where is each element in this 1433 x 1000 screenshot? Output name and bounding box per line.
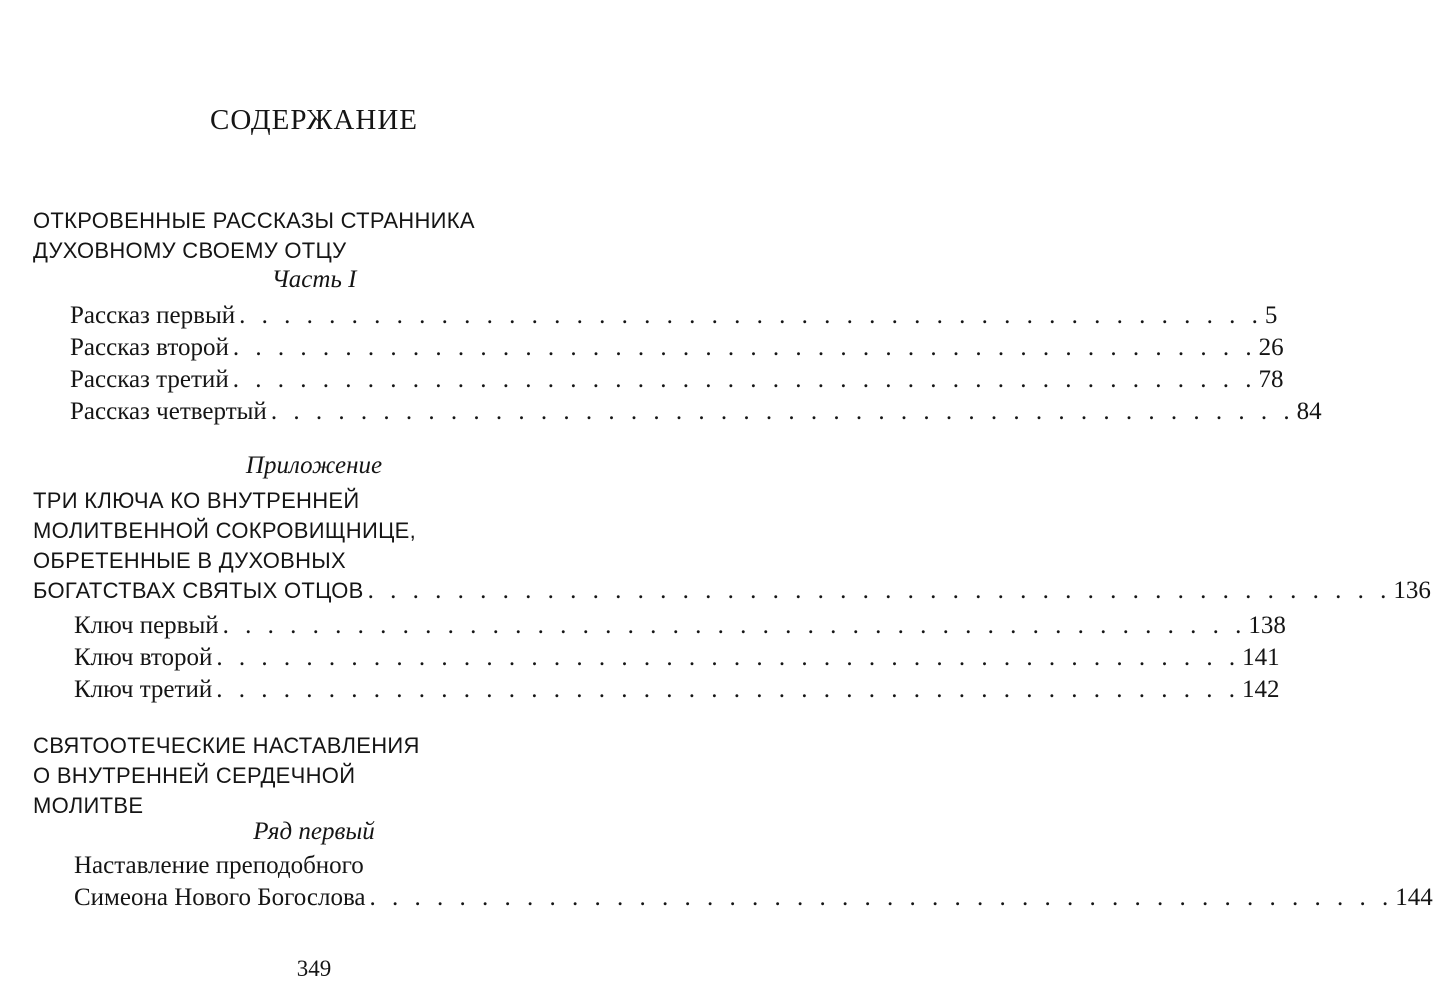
- toc-entry[interactable]: [74, 612, 1286, 640]
- leader-dots: . . . . . . . . . . . . . . . . . . . . . . . . . . . . . . . . . . . . . . . . . . . . . .: [367, 577, 1392, 604]
- section2-heading-line-1: ТРИ КЛЮЧА КО ВНУТРЕННЕЙ: [33, 488, 360, 513]
- toc-entry-label: БОГАТСТВАХ СВЯТЫХ ОТЦОВ: [33, 578, 364, 603]
- toc-entry-page: 144: [1395, 884, 1433, 911]
- section3-subtitle: Ряд первый: [253, 818, 375, 845]
- toc-entry-label: Рассказ четвертый: [70, 398, 267, 425]
- section3-heading-line-2: О ВНУТРЕННЕЙ СЕРДЕЧНОЙ: [33, 763, 356, 788]
- toc-entry-page: 138: [1248, 612, 1286, 639]
- toc-entry-page: 78: [1258, 366, 1284, 393]
- leader-dots: . . . . . . . . . . . . . . . . . . . . . . . . . . . . . . . . . . . . . . . . . . . . . .: [369, 884, 1394, 911]
- toc-entry-first-line: Наставление преподобного: [74, 852, 364, 879]
- leader-dots: . . . . . . . . . . . . . . . . . . . . . . . . . . . . . . . . . . . . . . . . . . . . . .: [270, 398, 1295, 425]
- section3-heading-line-1: СВЯТООТЕЧЕСКИЕ НАСТАВЛЕНИЯ: [33, 733, 420, 758]
- toc-entry-page: 84: [1296, 398, 1322, 425]
- section1-heading-line-1: ОТКРОВЕННЫЕ РАССКАЗЫ СТРАННИКА: [33, 208, 475, 233]
- toc-entry-label: Рассказ второй: [70, 334, 229, 361]
- toc-entry-page: 142: [1241, 676, 1280, 703]
- toc-entry[interactable]: [70, 334, 1284, 362]
- toc-entry-section2[interactable]: [33, 577, 1431, 605]
- toc-entry-label: Рассказ первый: [70, 302, 236, 329]
- toc-entry-label: Ключ третий: [74, 676, 213, 703]
- section2-heading-line-2: МОЛИТВЕННОЙ СОКРОВИЩНИЦЕ,: [33, 518, 417, 543]
- toc-entry-page: 136: [1393, 577, 1431, 604]
- toc-entry-label: Симеона Нового Богослова: [74, 884, 366, 911]
- page-number: 349: [296, 956, 332, 981]
- toc-entry[interactable]: [70, 398, 1322, 426]
- page-title: СОДЕРЖАНИЕ: [210, 104, 418, 136]
- leader-dots: . . . . . . . . . . . . . . . . . . . . . . . . . . . . . . . . . . . . . . . . . . . . . .: [232, 334, 1257, 361]
- leader-dots: . . . . . . . . . . . . . . . . . . . . . . . . . . . . . . . . . . . . . . . . . . . . . .: [239, 302, 1263, 329]
- toc-entry[interactable]: [70, 302, 1278, 330]
- toc-entry[interactable]: [74, 644, 1280, 672]
- toc-entry[interactable]: [74, 676, 1280, 704]
- leader-dots: . . . . . . . . . . . . . . . . . . . . . . . . . . . . . . . . . . . . . . . . . . . . . .: [222, 612, 1247, 639]
- toc-entry-page: 141: [1242, 644, 1280, 671]
- section1-heading-line-2: ДУХОВНОМУ СВОЕМУ ОТЦУ: [33, 238, 347, 263]
- section1-part-title: Часть I: [271, 266, 357, 293]
- section3-heading-line-3: МОЛИТВЕ: [33, 793, 144, 818]
- toc-entry-page: 5: [1264, 302, 1278, 329]
- leader-dots: . . . . . . . . . . . . . . . . . . . . . . . . . . . . . . . . . . . . . . . . . . . . . .: [232, 366, 1257, 393]
- toc-entry-page: 26: [1258, 334, 1284, 361]
- toc-entry[interactable]: [74, 884, 1433, 912]
- section2-subtitle: Приложение: [245, 452, 383, 479]
- section2-heading-line-3: ОБРЕТЕННЫЕ В ДУХОВНЫХ: [33, 548, 347, 573]
- toc-entry-label: Рассказ третий: [70, 366, 229, 393]
- toc-entry-label: Ключ второй: [74, 644, 213, 671]
- toc-entry-label: Ключ первый: [74, 612, 219, 639]
- leader-dots: . . . . . . . . . . . . . . . . . . . . . . . . . . . . . . . . . . . . . . . . . . . . . .: [216, 676, 1240, 703]
- leader-dots: . . . . . . . . . . . . . . . . . . . . . . . . . . . . . . . . . . . . . . . . . . . . . .: [216, 644, 1241, 671]
- toc-entry[interactable]: [70, 366, 1284, 394]
